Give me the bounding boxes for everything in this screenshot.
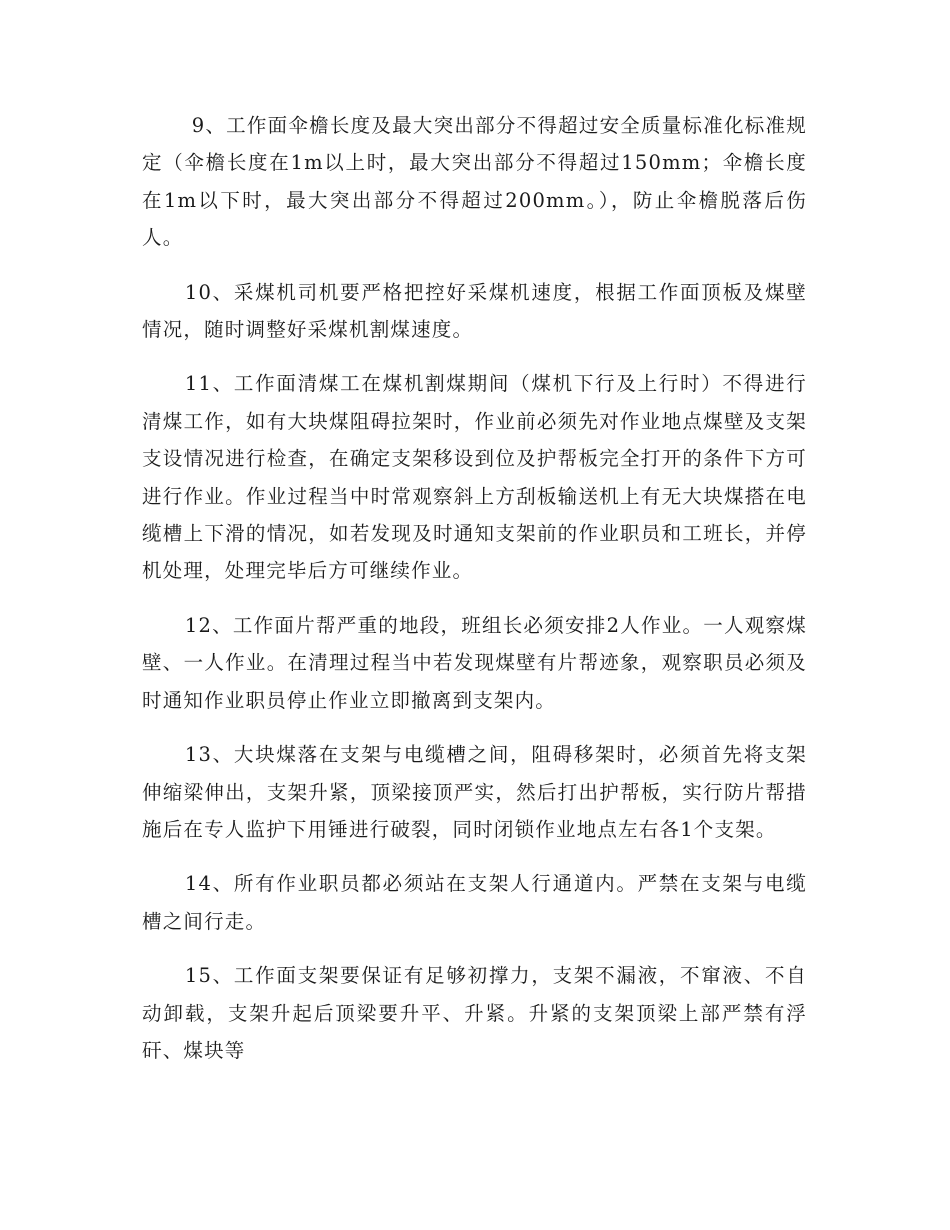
paragraph-13: 13、大块煤落在支架与电缆槽之间，阻碍移架时，必须首先将支架伸缩梁伸出，支架升紧，顶梁接顶严实，然后打出护帮板，实行防片帮措施后在专人监护下用锤进行破裂，同时闭锁作业地点左右各1个支架。 — [142, 743, 807, 841]
paragraph-14: 14、所有作业职员都必须站在支架人行通道内。严禁在支架与电缆槽之间行走。 — [142, 872, 807, 933]
paragraph-10: 10、采煤机司机要严格把控好采煤机速度，根据工作面顶板及煤壁情况，随时调整好采煤机割煤速度。 — [142, 280, 807, 342]
paragraph-15: 15、工作面支架要保证有足够初撑力，支架不漏液，不窜液、不自动卸载，支架升起后顶梁要升平、升紧。升紧的支架顶梁上部严禁有浮矸、煤块等 — [142, 964, 807, 1062]
paragraph-11: 11、工作面清煤工在煤机割煤期间（煤机下行及上行时）不得进行清煤工作，如有大块煤阻碍拉架时，作业前必须先对作业地点煤壁及支架支设情况进行检查，在确定支架移设到位及护帮板完全打开的条件下方可进行作业。作业过程当中时常观察斜上方刮板输送机上有无大块煤搭在电缆槽上下滑的情况，如若发现及时通知支架前的作业职员和工班长，并停机处理，处理完毕后方可继续作业。 — [142, 372, 807, 583]
document-page — [142, 107, 807, 1086]
paragraph-9: 9、工作面伞檐长度及最大突出部分不得超过安全质量标准化标准规定（伞檐长度在1m以上时，最大突出部分不得超过150mm；伞檐长度在1m以下时，最大突出部分不得超过200mm。），防止伞檐脱落后伤人。 — [142, 114, 807, 250]
paragraph-12: 12、工作面片帮严重的地段，班组长必须安排2人作业。一人观察煤壁、一人作业。在清理过程当中若发现煤壁有片帮迹象，观察职员必须及时通知作业职员停止作业立即撤离到支架内。 — [142, 613, 807, 712]
